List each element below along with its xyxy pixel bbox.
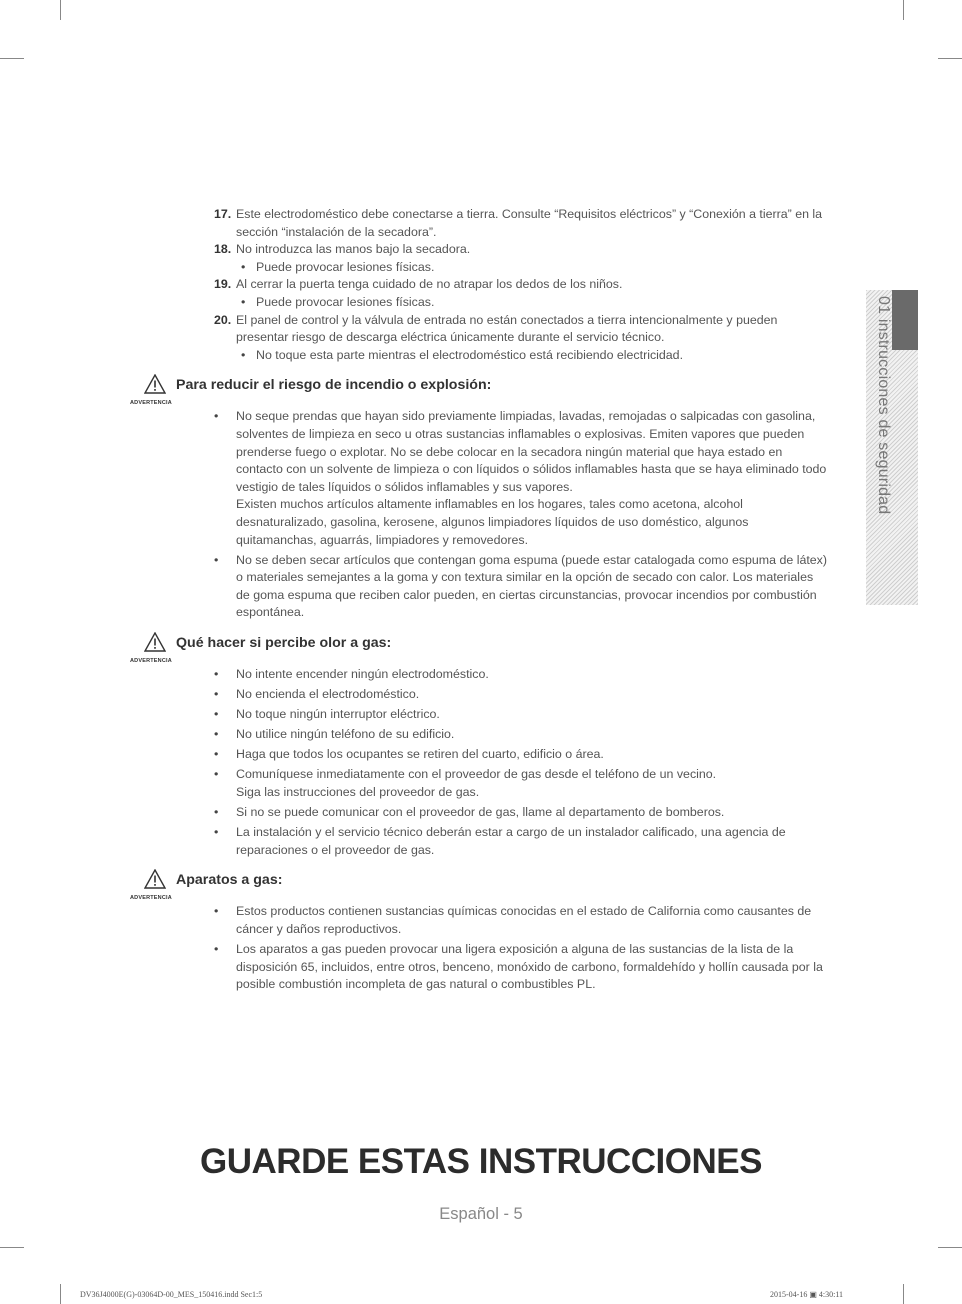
- warning-triangle-icon: [144, 374, 166, 394]
- bullet-text: Los aparatos a gas pueden provocar una ligera exposición a alguna de las sustancias de la lista de la disposición 65, incluidos, entre otros, benceno, monóxido de carbono, formaldehído y hollín causada por la posible combustión incompleta de gas natural o combustibles PL.: [236, 942, 823, 992]
- bullet-item: [130, 666, 830, 684]
- section-title: Para reducir el riesgo de incendio o explosión:: [176, 377, 492, 394]
- side-chapter-tab: [866, 290, 918, 605]
- item-number: 19.: [214, 277, 232, 292]
- numbered-item: [130, 206, 830, 241]
- side-tab-label: 01 instrucciones de seguridad: [875, 296, 892, 515]
- bullet-item: [130, 686, 830, 704]
- bullet-list: [130, 903, 830, 993]
- warning-section: [130, 869, 830, 993]
- item-sub-bullet: • Puede provocar lesiones físicas.: [130, 259, 830, 277]
- crop-mark: [938, 58, 962, 59]
- item-text: Este electrodoméstico debe conectarse a tierra. Consulte “Requisitos eléctricos” y “Conexión a tierra” en la sección “instalación de la secadora”.: [236, 207, 823, 239]
- bullet-item: [130, 552, 830, 622]
- bullet-extra-text: Existen muchos artículos altamente inflamables en los hogares, tales como acetona, alcohol desnaturalizado, gasolina, kerosene, algunos limpiadores líquidos de uso doméstico, algunos quitamanchas, aguarrás, limpiadores y removedores.: [236, 497, 749, 547]
- main-content: [130, 206, 830, 996]
- bullet-text: No seque prendas que hayan sido previamente limpiadas, lavadas, remojadas o salpicadas con gasolina, solventes de limpieza en seco u otras sustancias inflamables o explosivas. Emiten vapores que pueden prenderse fuego o explotar. No se debe colocar en la secadora ningún material que haya estado en contacto con un solvente de limpieza o con líquidos o sólidos inflamables hasta que se haya eliminado todo vestigio de tales líquidos o sólidos inflamables y sus vapores.: [236, 409, 827, 494]
- warning-label: ADVERTENCIA: [130, 400, 172, 407]
- item-text: No introduzca las manos bajo la secadora.: [236, 242, 471, 257]
- print-slug-left: DV36J4000E(G)-03064D-00_MES_150416.indd Sec1:5: [80, 1290, 263, 1299]
- section-title: Aparatos a gas:: [176, 872, 283, 889]
- warning-sections: [130, 374, 830, 994]
- section-heading: [130, 374, 830, 407]
- item-text: El panel de control y la válvula de entrada no están conectados a tierra intencionalmente y pueden presentar riesgo de descarga eléctrica únicamente durante el servicio técnico.: [236, 312, 778, 345]
- crop-mark: [60, 1284, 61, 1304]
- bullet-text: Si no se puede comunicar con el proveedor de gas, llame al departamento de bomberos.: [236, 805, 725, 820]
- print-slug-right: 2015-04-16 ▣ 4:30:11: [770, 1290, 844, 1299]
- bullet-text: No intente encender ningún electrodoméstico.: [236, 666, 489, 681]
- item-number: 17.: [214, 207, 232, 221]
- bullet-text: Haga que todos los ocupantes se retiren del cuarto, edificio o área.: [236, 747, 604, 762]
- footer-title: GUARDE ESTAS INSTRUCCIONES: [200, 1142, 762, 1181]
- side-tab-marker: [892, 290, 918, 350]
- warning-section: [130, 374, 830, 622]
- section-heading: [130, 632, 830, 664]
- bullet-item: [130, 726, 830, 744]
- bullet-item: [130, 408, 830, 549]
- bullet-text: La instalación y el servicio técnico deberán estar a cargo de un instalador calificado, una agencia de reparaciones o el proveedor de gas.: [236, 825, 786, 857]
- warning-triangle-icon: [144, 869, 166, 889]
- item-text: Al cerrar la puerta tenga cuidado de no atrapar los dedos de los niños.: [236, 277, 623, 292]
- bullet-item: [130, 766, 830, 801]
- crop-mark: [903, 1284, 904, 1304]
- numbered-item: [130, 241, 830, 276]
- bullet-text: No utilice ningún teléfono de su edificio.: [236, 727, 455, 742]
- bullet-text: No se deben secar artículos que contengan goma espuma (puede estar catalogada como espuma de látex) o materiales semejantes a la goma y con textura similar en la opción de secado con calor. Los materiales de goma espuma que reciben calor pueden, en ciertas circunstancias, provocar incendios por combustión espontánea.: [236, 552, 827, 620]
- warning-triangle-icon: [144, 632, 166, 652]
- numbered-list: [130, 206, 830, 364]
- warning-label: ADVERTENCIA: [130, 895, 172, 902]
- crop-mark: [903, 0, 904, 20]
- item-sub-bullet: • No toque esta parte mientras el electrodoméstico está recibiendo electricidad.: [130, 347, 830, 365]
- item-sub-bullet: • Puede provocar lesiones físicas.: [130, 294, 830, 312]
- page-number: Español - 5: [439, 1205, 523, 1223]
- bullet-item: [130, 903, 830, 938]
- crop-mark: [938, 1247, 962, 1248]
- bullet-item: [130, 804, 830, 822]
- crop-mark: [60, 0, 61, 20]
- item-number: 18.: [214, 242, 232, 257]
- numbered-item: [130, 312, 830, 365]
- bullet-item: [130, 941, 830, 994]
- numbered-item: [130, 276, 830, 311]
- bullet-text: Estos productos contienen sustancias químicas conocidas en el estado de California como causantes de cáncer y daños reproductivos.: [236, 904, 812, 936]
- bullet-text: No toque ningún interruptor eléctrico.: [236, 707, 440, 722]
- crop-mark: [0, 1247, 24, 1248]
- crop-mark: [0, 58, 24, 59]
- bullet-extra-text: Siga las instrucciones del proveedor de gas.: [236, 785, 480, 800]
- warning-label: ADVERTENCIA: [130, 657, 172, 664]
- warning-section: [130, 632, 830, 859]
- section-heading: [130, 869, 830, 902]
- bullet-text: No encienda el electrodoméstico.: [236, 687, 420, 702]
- bullet-item: [130, 746, 830, 764]
- bullet-item: [130, 706, 830, 724]
- bullet-list: [130, 408, 830, 622]
- section-title: Qué hacer si percibe olor a gas:: [176, 634, 392, 651]
- bullet-text: Comuníquese inmediatamente con el proveedor de gas desde el teléfono de un vecino.: [236, 767, 717, 782]
- item-number: 20.: [214, 312, 232, 327]
- bullet-item: [130, 824, 830, 859]
- bullet-list: [130, 666, 830, 859]
